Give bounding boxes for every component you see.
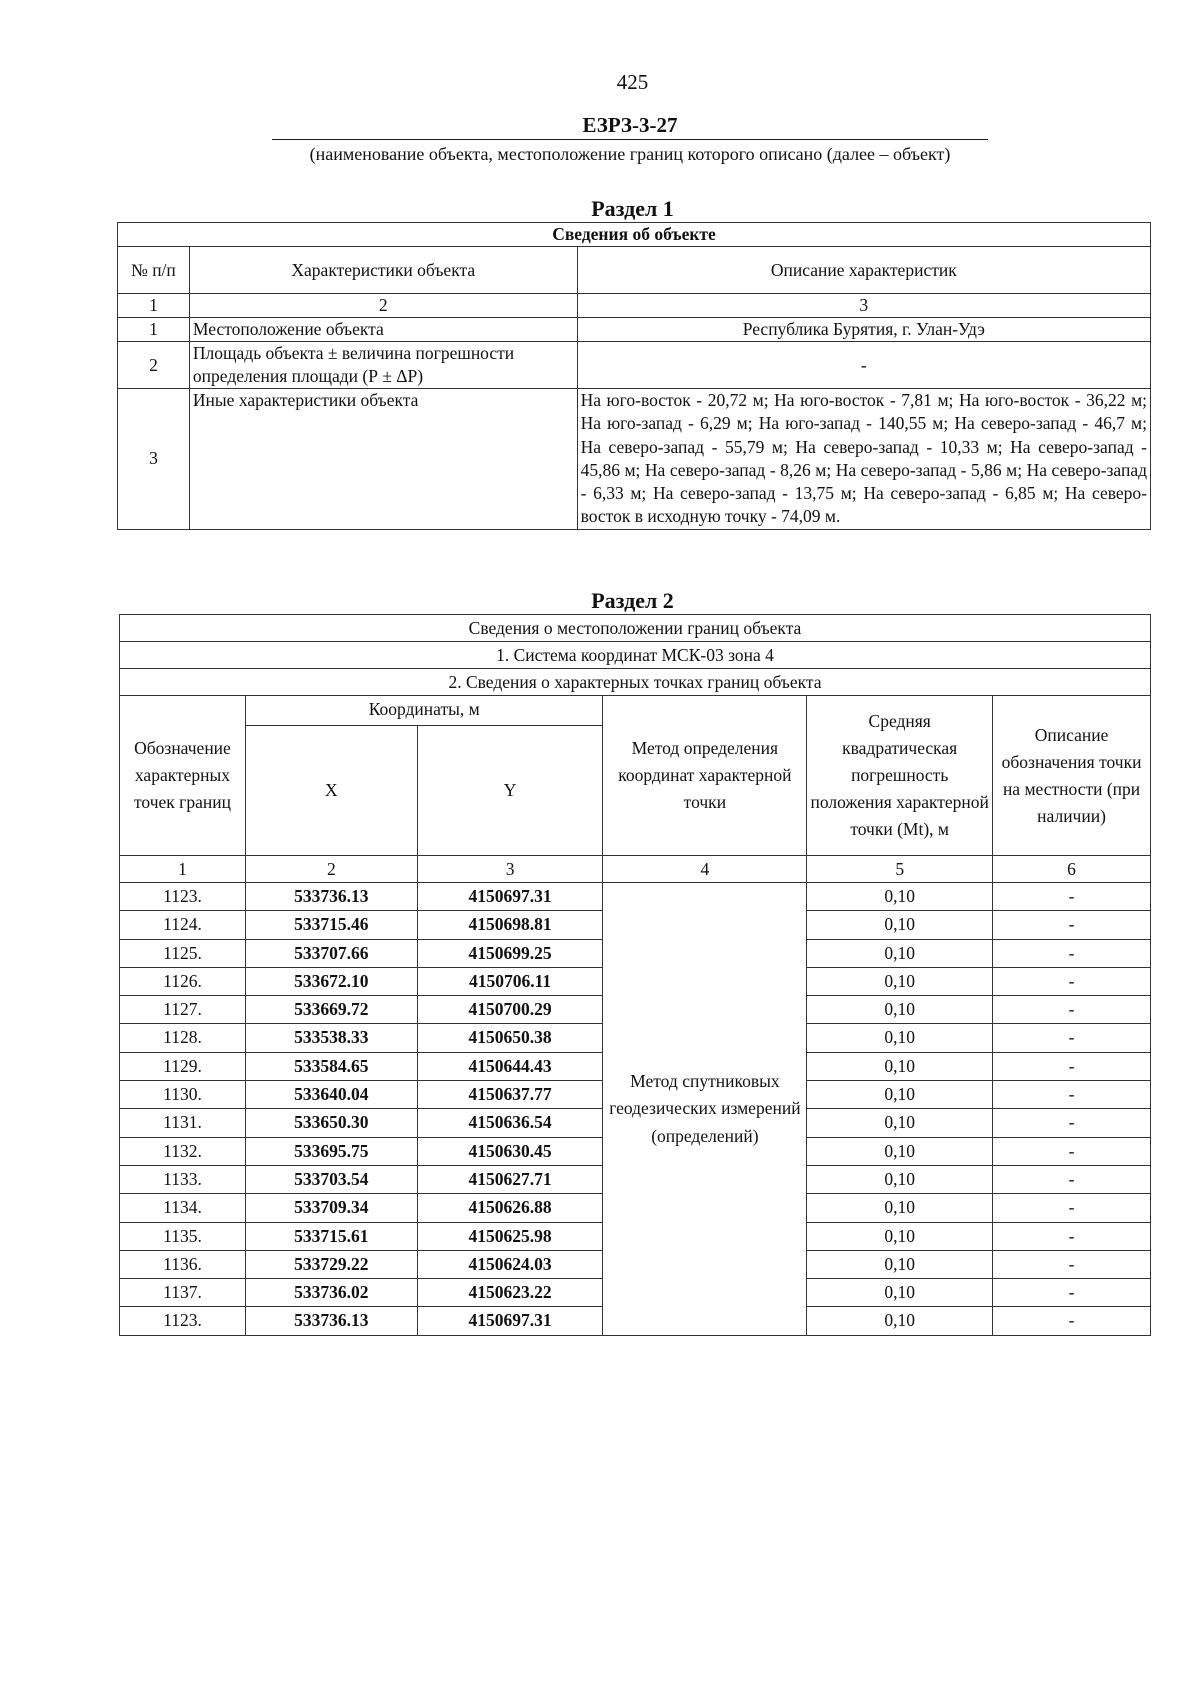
- coord-y: 4150697.31: [417, 1307, 603, 1335]
- error-value: 0,10: [807, 911, 993, 939]
- boundary-table-title: Сведения о местоположении границ объекта: [120, 615, 1151, 642]
- object-info-table: [117, 222, 1151, 530]
- point-desc: -: [993, 1307, 1151, 1335]
- page-number: 425: [616, 70, 649, 94]
- point-desc: -: [993, 939, 1151, 967]
- coord-x: 533736.13: [245, 1307, 417, 1335]
- header-coords: Координаты, м: [245, 696, 603, 726]
- point-id: 1131.: [120, 1109, 246, 1137]
- coord-x: 533715.46: [245, 911, 417, 939]
- point-desc: -: [993, 1081, 1151, 1109]
- point-desc: -: [993, 1222, 1151, 1250]
- row-description: -: [577, 342, 1150, 389]
- header-characteristic: Характеристики объекта: [189, 247, 577, 294]
- error-value: 0,10: [807, 1194, 993, 1222]
- row-characteristic: Местоположение объекта: [189, 318, 577, 342]
- point-id: 1135.: [120, 1222, 246, 1250]
- coord-x: 533715.61: [245, 1222, 417, 1250]
- point-id: 1126.: [120, 967, 246, 995]
- coord-y: 4150700.29: [417, 996, 603, 1024]
- table-row: [118, 318, 1151, 342]
- section1-title: Раздел 1: [591, 196, 674, 221]
- points-title: 2. Сведения о характерных точках границ объекта: [120, 669, 1151, 696]
- row-num: 3: [118, 389, 190, 530]
- error-value: 0,10: [807, 1165, 993, 1193]
- coord-x: 533650.30: [245, 1109, 417, 1137]
- point-id: 1123.: [120, 1307, 246, 1335]
- header-y: Y: [417, 726, 603, 856]
- object-caption: (наименование объекта, местоположение границ которого описано (далее – объект): [309, 144, 951, 164]
- coord-x: 533707.66: [245, 939, 417, 967]
- header-method: Метод определения координат характерной точки: [603, 696, 807, 856]
- coord-y: 4150625.98: [417, 1222, 603, 1250]
- point-desc: -: [993, 911, 1151, 939]
- col-number: 6: [993, 856, 1151, 883]
- coord-x: 533703.54: [245, 1165, 417, 1193]
- point-desc: -: [993, 1109, 1151, 1137]
- col-number: 3: [577, 294, 1150, 318]
- col-number: 1: [120, 856, 246, 883]
- table-row: [118, 389, 1151, 530]
- point-desc: -: [993, 967, 1151, 995]
- coord-x: 533729.22: [245, 1250, 417, 1278]
- coord-x: 533695.75: [245, 1137, 417, 1165]
- error-value: 0,10: [807, 996, 993, 1024]
- col-number: 1: [118, 294, 190, 318]
- point-id: 1123.: [120, 883, 246, 911]
- header-error: Средняя квадратическая погрешность положения характерной точки (Mt), м: [807, 696, 993, 856]
- row-num: 2: [118, 342, 190, 389]
- point-desc: -: [993, 1137, 1151, 1165]
- header-desc: Описание обозначения точки на местности (при наличии): [993, 696, 1151, 856]
- object-name: ЕЗРЗ-3-27: [272, 113, 988, 140]
- col-number: 5: [807, 856, 993, 883]
- header-num: № п/п: [118, 247, 190, 294]
- point-id: 1124.: [120, 911, 246, 939]
- error-value: 0,10: [807, 883, 993, 911]
- point-desc: -: [993, 1024, 1151, 1052]
- error-value: 0,10: [807, 1109, 993, 1137]
- point-id: 1134.: [120, 1194, 246, 1222]
- coord-x: 533640.04: [245, 1081, 417, 1109]
- point-id: 1128.: [120, 1024, 246, 1052]
- row-description: Республика Бурятия, г. Улан-Удэ: [577, 318, 1150, 342]
- point-desc: -: [993, 883, 1151, 911]
- coord-y: 4150624.03: [417, 1250, 603, 1278]
- coord-x: 533709.34: [245, 1194, 417, 1222]
- point-id: 1133.: [120, 1165, 246, 1193]
- section2-title: Раздел 2: [591, 588, 674, 613]
- error-value: 0,10: [807, 1279, 993, 1307]
- point-id: 1129.: [120, 1052, 246, 1080]
- point-id: 1137.: [120, 1279, 246, 1307]
- row-num: 1: [118, 318, 190, 342]
- header-description: Описание характеристик: [577, 247, 1150, 294]
- object-info-table-title: Сведения об объекте: [118, 223, 1151, 247]
- point-desc: -: [993, 1194, 1151, 1222]
- coord-x: 533672.10: [245, 967, 417, 995]
- error-value: 0,10: [807, 1137, 993, 1165]
- header-x: X: [245, 726, 417, 856]
- coord-y: 4150626.88: [417, 1194, 603, 1222]
- table-row: [120, 883, 1151, 911]
- point-id: 1130.: [120, 1081, 246, 1109]
- error-value: 0,10: [807, 1222, 993, 1250]
- coord-y: 4150699.25: [417, 939, 603, 967]
- error-value: 0,10: [807, 939, 993, 967]
- coord-system: 1. Система координат МСК-03 зона 4: [120, 642, 1151, 669]
- coord-x: 533584.65: [245, 1052, 417, 1080]
- col-number: 3: [417, 856, 603, 883]
- coord-y: 4150630.45: [417, 1137, 603, 1165]
- row-description: На юго-восток - 20,72 м; На юго-восток - 7,81 м; На юго-восток - 36,22 м; На юго-запад - 6,29 м; На юго-запад - 140,55 м; На северо-запад - 46,7 м; На северо-запад - 55,79 м; На северо-запад - 10,33 м; На северо-запад - 45,86 м; На северо-запад - 8,26 м; На северо-запад - 5,86 м; На северо-запад - 6,33 м; На северо-запад - 13,75 м; На северо-запад - 6,85 м; На северо-восток в исходную точку - 74,09 м.: [577, 389, 1150, 530]
- coord-x: 533736.02: [245, 1279, 417, 1307]
- error-value: 0,10: [807, 1081, 993, 1109]
- coord-y: 4150623.22: [417, 1279, 603, 1307]
- coord-y: 4150650.38: [417, 1024, 603, 1052]
- point-id: 1125.: [120, 939, 246, 967]
- error-value: 0,10: [807, 1024, 993, 1052]
- coord-x: 533669.72: [245, 996, 417, 1024]
- row-characteristic: Иные характеристики объекта: [189, 389, 577, 530]
- point-desc: -: [993, 1279, 1151, 1307]
- point-desc: -: [993, 1250, 1151, 1278]
- coord-y: 4150636.54: [417, 1109, 603, 1137]
- coord-x: 533538.33: [245, 1024, 417, 1052]
- point-desc: -: [993, 1165, 1151, 1193]
- header-point: Обозначение характерных точек границ: [120, 696, 246, 856]
- table-row: [118, 342, 1151, 389]
- coord-y: 4150698.81: [417, 911, 603, 939]
- coord-y: 4150697.31: [417, 883, 603, 911]
- method-cell: Метод спутниковых геодезических измерений (определений): [603, 883, 807, 1336]
- col-number: 2: [189, 294, 577, 318]
- point-id: 1132.: [120, 1137, 246, 1165]
- error-value: 0,10: [807, 1250, 993, 1278]
- boundary-points-table: [119, 614, 1151, 1336]
- coord-x: 533736.13: [245, 883, 417, 911]
- point-desc: -: [993, 996, 1151, 1024]
- col-number: 2: [245, 856, 417, 883]
- coord-y: 4150627.71: [417, 1165, 603, 1193]
- coord-y: 4150644.43: [417, 1052, 603, 1080]
- coord-y: 4150637.77: [417, 1081, 603, 1109]
- error-value: 0,10: [807, 967, 993, 995]
- coord-y: 4150706.11: [417, 967, 603, 995]
- point-id: 1127.: [120, 996, 246, 1024]
- row-characteristic: Площадь объекта ± величина погрешности определения площади (Р ± ΔР): [189, 342, 577, 389]
- col-number: 4: [603, 856, 807, 883]
- error-value: 0,10: [807, 1307, 993, 1335]
- error-value: 0,10: [807, 1052, 993, 1080]
- point-id: 1136.: [120, 1250, 246, 1278]
- point-desc: -: [993, 1052, 1151, 1080]
